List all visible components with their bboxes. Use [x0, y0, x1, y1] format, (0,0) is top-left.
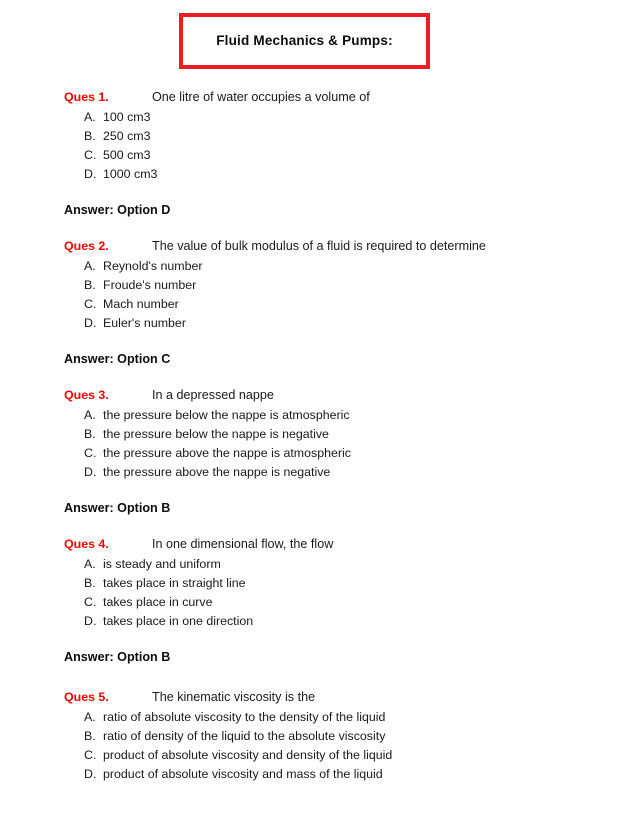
option-letter: B. [84, 427, 96, 441]
question-label: Ques 3. [64, 388, 109, 402]
question-text: The value of bulk modulus of a fluid is required to determine [152, 239, 486, 253]
option-item[interactable] [84, 257, 624, 276]
option-letter: A. [84, 110, 96, 124]
option-text: is steady and uniform [103, 557, 221, 571]
option-letter: A. [84, 557, 96, 571]
option-item[interactable] [84, 765, 624, 784]
option-item[interactable] [84, 406, 624, 425]
option-text: ratio of absolute viscosity to the density of the liquid [103, 710, 386, 724]
question-line [64, 688, 624, 707]
option-item[interactable] [84, 555, 624, 574]
question-label: Ques 4. [64, 537, 109, 551]
option-text: Froude's number [103, 278, 197, 292]
question-line [64, 237, 624, 256]
option-item[interactable] [84, 746, 624, 765]
question-line [64, 386, 624, 405]
option-item[interactable] [84, 463, 624, 482]
answer-text: Answer: Option D [64, 203, 171, 217]
question-label: Ques 1. [64, 90, 109, 104]
option-text: takes place in curve [103, 595, 213, 609]
option-text: 100 cm3 [103, 110, 151, 124]
question-line [64, 535, 624, 554]
option-letter: D. [84, 167, 97, 181]
option-text: Mach number [103, 297, 179, 311]
option-list [64, 555, 624, 631]
option-letter: A. [84, 710, 96, 724]
option-item[interactable] [84, 574, 624, 593]
option-item[interactable] [84, 444, 624, 463]
option-item[interactable] [84, 612, 624, 631]
question-text: One litre of water occupies a volume of [152, 90, 370, 104]
option-text: Reynold's number [103, 259, 203, 273]
option-text: the pressure above the nappe is atmospheric [103, 446, 351, 460]
option-letter: C. [84, 297, 97, 311]
option-item[interactable] [84, 127, 624, 146]
question-block [64, 688, 624, 784]
option-item[interactable] [84, 314, 624, 333]
question-block [64, 88, 624, 220]
option-text: the pressure below the nappe is atmospheric [103, 408, 350, 422]
option-letter: C. [84, 446, 97, 460]
questions-container [64, 88, 624, 784]
option-text: ratio of density of the liquid to the absolute viscosity [103, 729, 386, 743]
option-letter: B. [84, 278, 96, 292]
question-text: In a depressed nappe [152, 388, 274, 402]
option-text: product of absolute viscosity and density of the liquid [103, 748, 393, 762]
option-text: the pressure below the nappe is negative [103, 427, 329, 441]
question-line [64, 88, 624, 107]
option-letter: C. [84, 748, 97, 762]
option-text: 500 cm3 [103, 148, 151, 162]
option-list [64, 406, 624, 482]
question-block [64, 535, 624, 667]
option-letter: C. [84, 148, 97, 162]
option-letter: C. [84, 595, 97, 609]
option-letter: D. [84, 767, 97, 781]
option-item[interactable] [84, 708, 624, 727]
option-text: Euler's number [103, 316, 186, 330]
option-text: takes place in straight line [103, 576, 246, 590]
question-text: The kinematic viscosity is the [152, 690, 316, 704]
option-letter: B. [84, 576, 96, 590]
option-list [64, 708, 624, 784]
answer-text: Answer: Option B [64, 650, 171, 664]
option-item[interactable] [84, 727, 624, 746]
option-letter: B. [84, 729, 96, 743]
option-item[interactable] [84, 108, 624, 127]
option-text: 1000 cm3 [103, 167, 158, 181]
option-item[interactable] [84, 425, 624, 444]
option-item[interactable] [84, 165, 624, 184]
option-letter: B. [84, 129, 96, 143]
option-letter: A. [84, 259, 96, 273]
option-text: product of absolute viscosity and mass of the liquid [103, 767, 383, 781]
title-banner [179, 13, 430, 69]
option-letter: D. [84, 614, 97, 628]
question-block [64, 386, 624, 518]
option-letter: D. [84, 316, 97, 330]
option-item[interactable] [84, 295, 624, 314]
option-text: takes place in one direction [103, 614, 254, 628]
option-letter: A. [84, 408, 96, 422]
option-text: 250 cm3 [103, 129, 151, 143]
option-list [64, 257, 624, 333]
option-item[interactable] [84, 593, 624, 612]
option-list [64, 108, 624, 184]
question-text: In one dimensional flow, the flow [152, 537, 334, 551]
question-label: Ques 2. [64, 239, 109, 253]
question-label: Ques 5. [64, 690, 109, 704]
option-item[interactable] [84, 276, 624, 295]
answer-text: Answer: Option B [64, 501, 171, 515]
answer-text: Answer: Option C [64, 352, 171, 366]
option-item[interactable] [84, 146, 624, 165]
option-letter: D. [84, 465, 97, 479]
page-title: Fluid Mechanics & Pumps: [216, 32, 393, 48]
question-block [64, 237, 624, 369]
option-text: the pressure above the nappe is negative [103, 465, 331, 479]
